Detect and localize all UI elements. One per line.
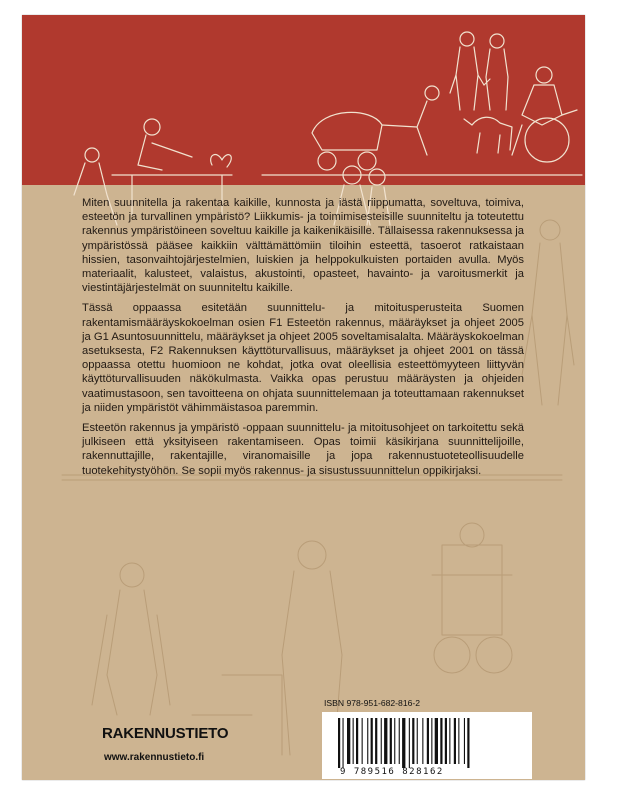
barcode-bar	[464, 718, 465, 764]
barcode-bar	[412, 718, 414, 764]
barcode-digits: 9 789516 828162	[340, 767, 444, 777]
steps-lines	[192, 675, 282, 755]
barcode-bar	[409, 718, 410, 768]
barcode-bar	[458, 718, 459, 764]
dog-drawing	[464, 117, 512, 153]
paragraph-2: Tässä oppaassa esitetään suunnittelu- ja mitoitusperusteita Suomen rakentamismääräyskokoelman osien F1 Esteetön rakennus, määräykset ja ohjeet 2005 ja G1 Asuntosuunnittelu, määräykset ja ohjeet 2005 soveltamisalalta. Määräyskokoelman asetuksesta, F2 Rakennuksen käyttöturvallisuus, määräykset ja ohjeet 2001 on tässä oppaassa otettu huomioon ne kohdat, jotka ovat oleellisia esteettömyyteen liittyvän käyttöturvallisuuden näkökulmasta. Vaikka opas perustuu määräysten ja ohjeiden vaatimustasoon, sen tavoitteena on ohjata suunnittelemaan ja toteuttamaan rakennukset ja niiden ympäristöt vähimmäistasoa paremmin.	[82, 302, 524, 414]
stroller-drawing	[312, 86, 439, 170]
barcode-bar	[467, 718, 469, 768]
barcode-bar	[384, 718, 387, 764]
paragraph-1: Miten suunnitella ja rakentaa kaikille, kunnosta ja iästä riippumatta, soveltuva, toimiva, esteetön ja turvallinen ympäristö? Liikkumis- ja toimimisesteisille suunniteltu ja toteutettu rakennus ympäristöineen soveltuu kaikille ja kaikenikäisille. Tällaisessa rakennuksessa ja ympäristössä pääsee kaikkiin välttämättömiin tiloihin esteettä, tasoerot ratkaistaan hissien, tasonvaihtojärjestelmien, luiskien ja helppokulkuisten portaiden avulla. Myös materiaalit, kalusteet, valaistus, akustointi, opasteet, havainto- ja varoitusmerkit ja viestintäjärjestelmät on suunniteltu kaikille.	[82, 197, 524, 295]
barcode-bar	[399, 718, 400, 764]
publisher-logo: RAKENNUSTIETO	[102, 725, 229, 742]
barcode-bar	[390, 718, 392, 764]
barcode-bar	[402, 718, 405, 768]
barcode-bar	[427, 718, 429, 764]
standing-figure-right-drawing	[522, 220, 574, 405]
barcode-bar	[435, 718, 438, 764]
barcode-bar	[440, 718, 442, 764]
crutch-figure-left-drawing	[92, 563, 170, 715]
isbn-label: ISBN 978-951-682-816-2	[324, 698, 421, 708]
barcode-bar	[381, 718, 382, 764]
wheelchair-user-drawing	[512, 67, 577, 162]
barcode-bar	[338, 718, 340, 768]
barcode-bar	[362, 718, 363, 764]
barcode-bar	[353, 718, 354, 764]
description-text	[82, 196, 524, 484]
barcode-bar	[417, 718, 418, 764]
barcode-bar	[356, 718, 358, 764]
barcode-bar	[371, 718, 373, 764]
walking-couple-drawing	[450, 32, 508, 110]
barcode-bar	[422, 718, 423, 764]
barcode-bar	[445, 718, 447, 764]
barcode-bar	[367, 718, 368, 764]
wheelchair-figure-bottom-drawing	[432, 523, 512, 673]
barcode-bar	[343, 718, 344, 768]
barcode-bar	[347, 718, 350, 764]
paragraph-3: Esteetön rakennus ja ympäristö -oppaan suunnittelu- ja mitoitusohjeet on tarkoitettu sekä julkiseen että yksityiseen rakentamiseen. Opas toimii käsikirjana suunnittelijoille, rakennuttajille, rakentajille, viranomaisille ja jopa rakennustuoteteollisuudelle tuotekehitystyöhön. Se sopii myös rakennus- ja sisustussuunnittelun oppikirjaksi.	[82, 422, 524, 477]
publisher-url: www.rakennustieto.fi	[104, 752, 205, 763]
book-back-cover	[22, 15, 585, 780]
barcode-bar	[449, 718, 450, 764]
barcode-bar	[431, 718, 432, 764]
barcode-bar	[454, 718, 456, 764]
barcode-bar	[394, 718, 395, 764]
barcode-bar	[375, 718, 377, 764]
